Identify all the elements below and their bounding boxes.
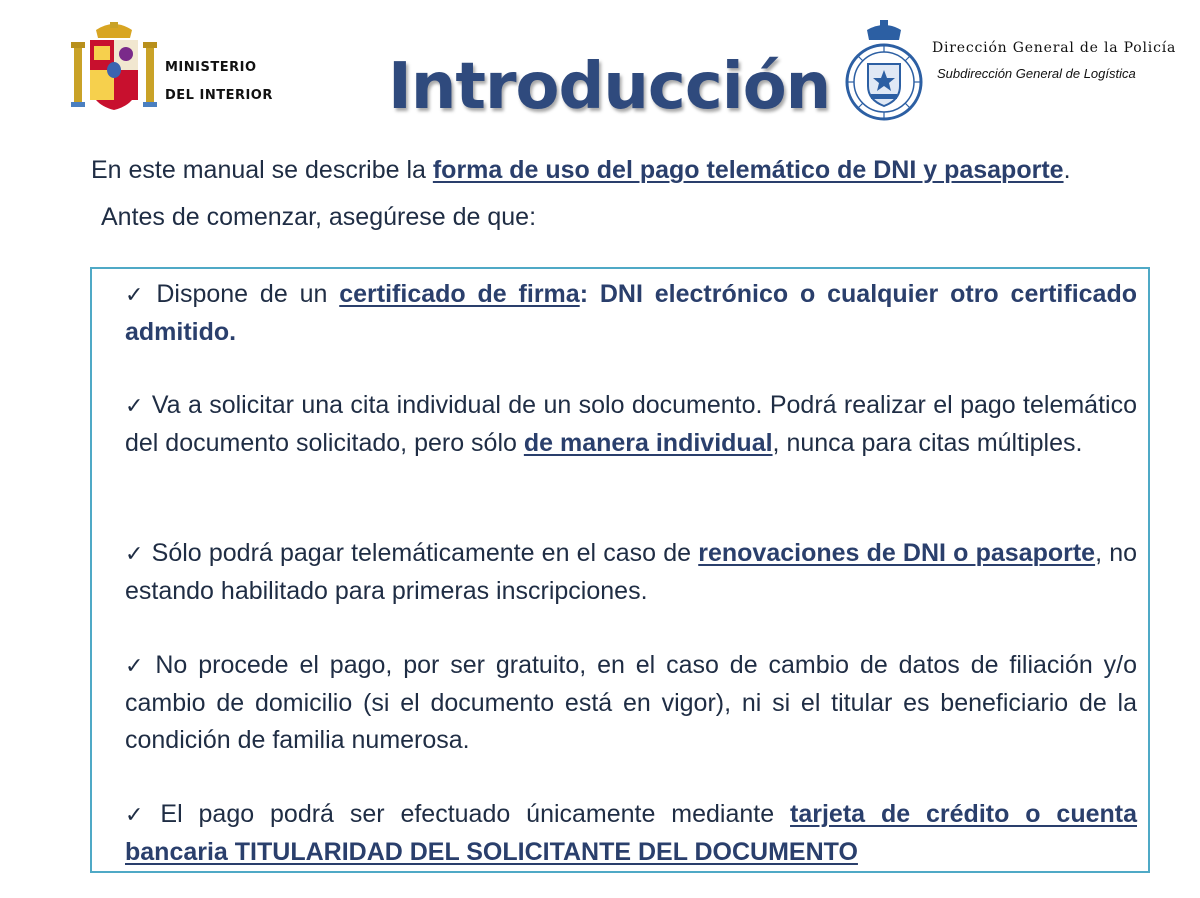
org-subdivision: Subdirección General de Logística [937, 66, 1136, 81]
item-text: El pago podrá ser efectuado únicamente mediante [160, 800, 791, 828]
item-text: Sólo podrá pagar telemáticamente en el caso de [151, 539, 699, 567]
checkmark-icon: ✓ [125, 542, 144, 567]
ministry-name [165, 54, 273, 110]
item-text-end: , nunca para citas múltiples. [772, 429, 1083, 457]
ministry-line-1: MINISTERIO [165, 60, 257, 75]
item-bold: : DNI electrónico o cualquier otro certificado admitido. [125, 280, 1137, 346]
checklist-item-renewals [125, 535, 1137, 610]
checklist-item-individual [125, 387, 1137, 462]
intro-text: En este manual se describe la [91, 156, 433, 184]
item-highlight: certificado de firma [339, 280, 580, 308]
policia-seal-logo [845, 20, 923, 124]
checkmark-icon: ✓ [125, 654, 148, 679]
item-highlight: de manera individual [523, 429, 773, 457]
org-name: Dirección General de la Policía [932, 40, 1177, 56]
checklist-item-free-cases [125, 647, 1137, 759]
item-text: Dispone de un [156, 280, 340, 308]
checkmark-icon: ✓ [125, 394, 144, 419]
page-title: Introducción [388, 50, 831, 124]
checkmark-icon: ✓ [125, 803, 153, 828]
intro-subtitle: Antes de comenzar, asegúrese de que: [101, 203, 537, 231]
item-highlight: renovaciones de DNI o pasaporte [698, 539, 1096, 567]
item-text-end: , no estando habilitado para primeras inscripciones. [125, 539, 1137, 605]
intro-end: . [1063, 156, 1071, 184]
checklist-item-payment-method [125, 796, 1137, 871]
item-text: Va a solicitar una cita individual de un solo documento. Podrá realizar el pago telemático del documento solicitado, pero sólo [125, 391, 1137, 457]
intro-highlight: forma de uso del pago telemático de DNI y pasaporte [432, 156, 1064, 184]
ministry-line-2: DEL INTERIOR [165, 88, 273, 103]
spain-coat-of-arms-logo [70, 22, 158, 112]
item-highlight: tarjeta de crédito o cuenta bancaria TITULARIDAD DEL SOLICITANTE DEL DOCUMENTO [125, 800, 1137, 866]
item-text: No procede el pago, por ser gratuito, en el caso de cambio de datos de filiación y/o cambio de domicilio (si el documento está en vigor), ni si el titular es beneficiario de la condición de familia numerosa. [125, 651, 1137, 754]
intro-paragraph [91, 156, 1071, 185]
checkmark-icon: ✓ [125, 283, 149, 308]
checklist-item-certificate [125, 276, 1137, 351]
